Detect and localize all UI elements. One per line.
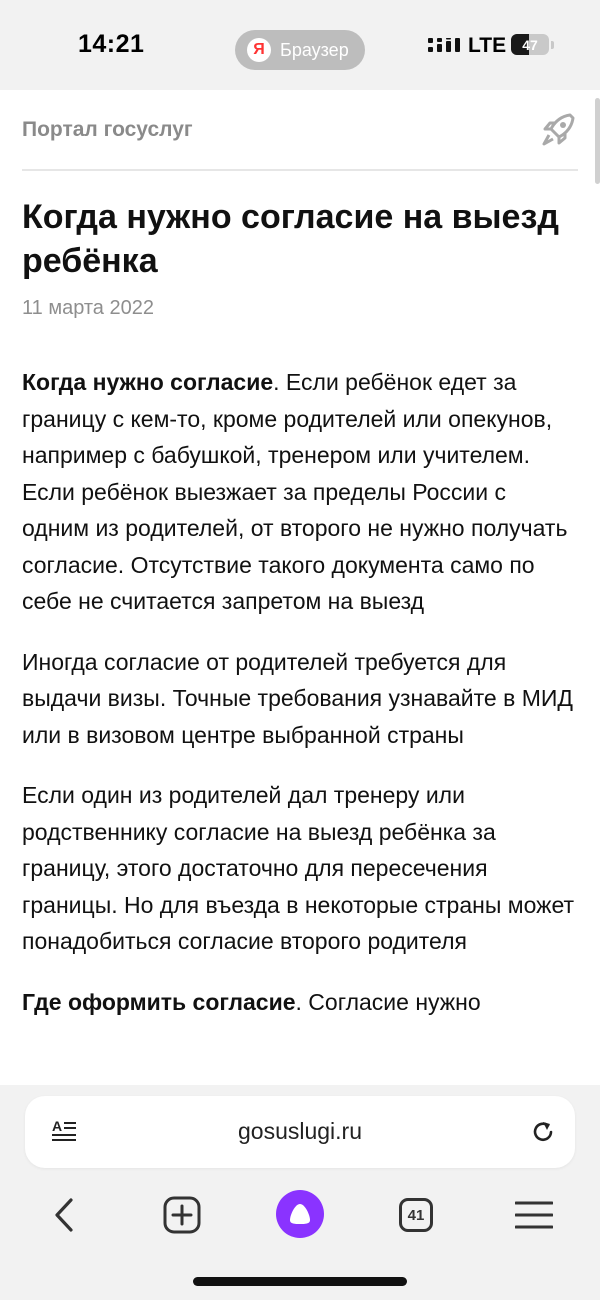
back-button[interactable] xyxy=(42,1192,88,1238)
back-to-browser-button[interactable] xyxy=(235,30,365,70)
browser-nav-bar xyxy=(0,1180,600,1250)
svg-text:A: A xyxy=(52,1118,63,1134)
cellular-signal-icon xyxy=(428,37,460,55)
reload-icon[interactable] xyxy=(529,1118,557,1146)
alice-icon xyxy=(287,1201,313,1227)
status-time: 14:21 xyxy=(78,30,145,58)
tabs-count: 41 xyxy=(399,1198,433,1232)
scrollbar-thumb[interactable] xyxy=(595,98,600,184)
battery-tip xyxy=(551,41,554,49)
article-paragraph xyxy=(22,644,578,754)
article-date: 11 марта 2022 xyxy=(22,297,154,319)
article-body xyxy=(22,364,578,1020)
browser-pill-label: Браузер xyxy=(280,39,349,60)
rocket-icon[interactable] xyxy=(540,110,578,148)
plus-square-icon xyxy=(163,1196,201,1234)
site-header xyxy=(22,90,578,171)
hamburger-menu-icon xyxy=(515,1200,553,1230)
yandex-logo-icon: Я xyxy=(247,38,271,62)
chevron-left-icon xyxy=(52,1197,78,1233)
battery-percent: 47 xyxy=(522,36,538,53)
paragraph-text: Если один из родителей дал тренеру или родственнику согласие на выезд ребёнка за границу, этого достаточно для пересечения границы. Но для въезда в некоторые страны может понадобиться согласие второго родителя xyxy=(22,782,575,954)
article xyxy=(22,195,578,1044)
url-text[interactable]: gosuslugi.ru xyxy=(237,1118,363,1144)
new-tab-button[interactable] xyxy=(159,1192,205,1238)
alice-assistant-button[interactable] xyxy=(276,1190,324,1238)
network-type: LTE xyxy=(468,34,507,57)
status-bar xyxy=(0,0,600,90)
site-name[interactable]: Портал госуслуг xyxy=(22,118,193,141)
address-bar[interactable] xyxy=(25,1096,575,1168)
paragraph-text: . Если ребёнок едет за границу с кем-то, кроме родителей или опекунов, например с бабушкой, тренером или учителем. Если ребёнок выезжает за пределы России с одним из родителей, от второго не нужно получать согласие. Отсутствие такого документа само по себе не считается запретом на выезд xyxy=(22,369,568,614)
menu-button[interactable] xyxy=(511,1192,557,1238)
tabs-button[interactable] xyxy=(393,1192,439,1238)
article-title: Когда нужно согласие на выезд ребёнка xyxy=(22,198,559,280)
home-indicator[interactable] xyxy=(193,1277,407,1286)
article-paragraph xyxy=(22,777,578,960)
paragraph-lead: Где оформить согласие xyxy=(22,988,296,1015)
article-paragraph xyxy=(22,984,578,1021)
paragraph-text: Иногда согласие от родителей требуется для выдачи визы. Точные требования узнавайте в МИД или в визовом центре выбранной страны xyxy=(22,648,573,748)
battery-icon xyxy=(511,34,549,55)
paragraph-text: . Согласие нужно xyxy=(295,988,481,1015)
paragraph-lead: Когда нужно согласие xyxy=(22,369,274,395)
article-paragraph xyxy=(22,364,578,620)
